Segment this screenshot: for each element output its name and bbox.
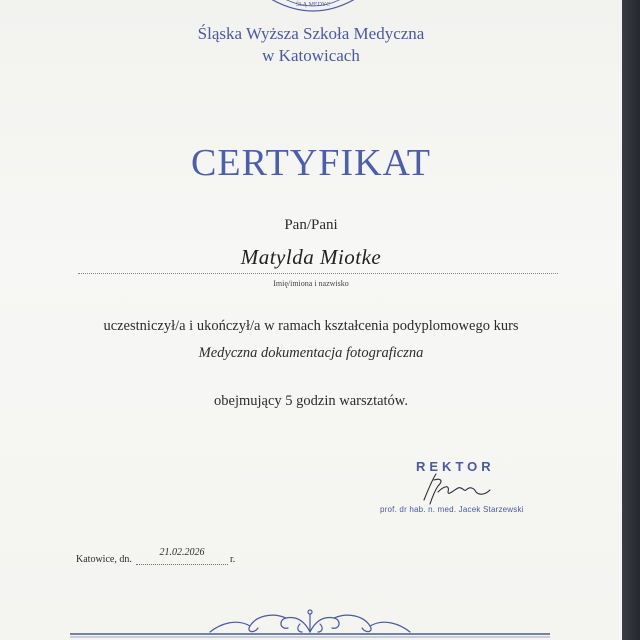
rektor-label: REKTOR bbox=[416, 459, 495, 474]
salutation: Pan/Pani bbox=[284, 217, 338, 233]
university-seal-icon bbox=[258, 0, 368, 14]
certificate-title: CERTYFIKAT bbox=[191, 142, 431, 184]
date-suffix: r. bbox=[230, 554, 236, 565]
recipient-name: Matylda Miotke bbox=[240, 245, 382, 269]
seal-text: ŚLĄ MEDYC bbox=[295, 2, 331, 8]
completion-statement: uczestniczył/a i ukończył/a w ramach kształcenia podyplomowego kurs bbox=[103, 318, 519, 334]
rektor-name: prof. dr hab. n. med. Jacek Starzewski bbox=[380, 505, 524, 514]
date-dotted-line bbox=[136, 564, 228, 565]
name-dotted-line bbox=[78, 273, 558, 274]
course-name: Medyczna dokumentacja fotograficzna bbox=[198, 345, 424, 361]
course-hours: obejmujący 5 godzin warsztatów. bbox=[214, 393, 408, 409]
university-city: w Katowicach bbox=[262, 46, 360, 65]
place-label: Katowice, dn. bbox=[76, 554, 132, 565]
issue-date: 21.02.2026 bbox=[159, 547, 205, 558]
page-edge bbox=[622, 0, 640, 640]
university-name: Śląska Wyższa Szkoła Medyczna bbox=[197, 24, 425, 43]
floral-ornament-icon bbox=[60, 606, 560, 640]
name-caption: Imię/imiona i nazwisko bbox=[273, 279, 349, 288]
handwritten-signature-icon bbox=[418, 470, 493, 508]
